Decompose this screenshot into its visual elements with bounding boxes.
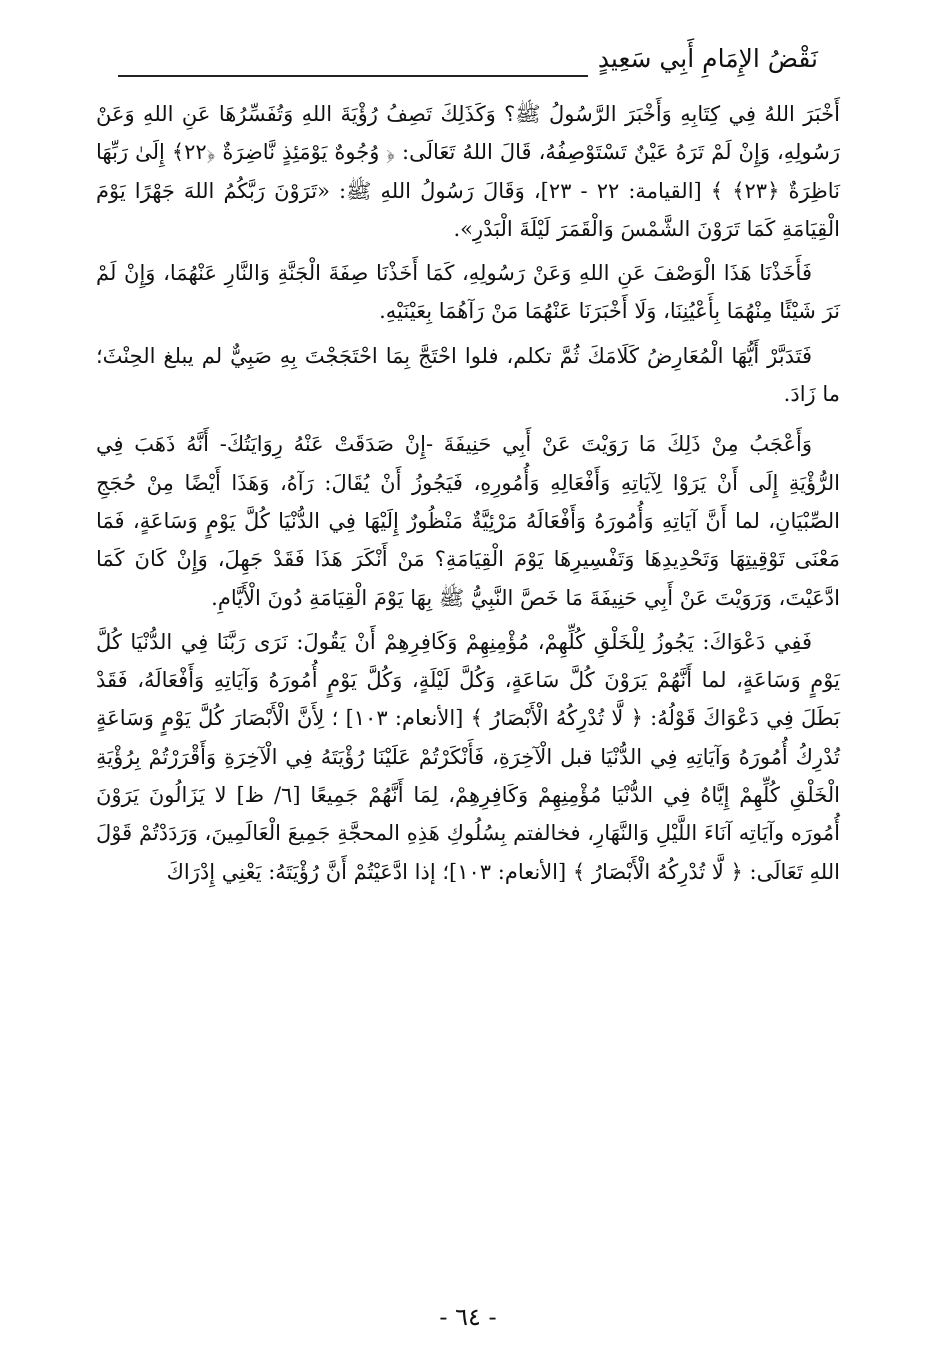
running-header [118, 38, 818, 88]
paragraph-4: وَأَعْجَبُ مِنْ ذَلِكَ مَا رَوَيْتَ عَنْ أَبِي حَنِيفَةَ -إِنْ صَدَقَتْ عَنْهُ رِوَايَتُكَ- أَنَّهُ ذَهَبَ فِي الرُّؤْيَةِ إِلَى أَنْ يَرَوْا لِآيَاتِهِ وَأَفْعَالِهِ وَأُمُورِهِ، فَيَجُوزُ أَنْ يُقَالَ: رَآهُ، وَهَذَا أَيْضًا مِنْ حُجَجِ الصِّبْيَانِ، لما أَنَّ آيَاتِهِ وَأُمُورَهُ وَأَفْعَالَهُ مَرْئِيَّةٌ مَنْظُورٌ إِلَيْهَا فِي الدُّنْيَا كُلَّ يَوْمٍ وَسَاعَةٍ، فَمَا مَعْنَى تَوْقِيتِهَا وَتَحْدِيدِهَا وَتَفْسِيرِهَا يَوْمَ الْقِيَامَةِ؟ مَنْ أَنْكَرَ هَذَا فَقَدْ جَهِلَ، وَإِنْ كَانَ كَمَا ادَّعَيْتَ، وَرَوَيْتَ عَنْ أَبِي حَنِيفَةَ مَا خَصَّ النَّبِيُّ ﷺ بِهَا يَوْمَ الْقِيَامَةِ دُونَ الْأَيَّامِ. [96, 432, 841, 610]
paragraph-3: فَتَدَبَّرْ أَيُّهَا الْمُعَارِضُ كَلَامَكَ ثُمَّ تكلم، فلوا احْتَجَّ بِمَا احْتَجَجْتَ بِهِ صَبِيٌّ لم يبلغ الحِنْثَ؛ ما زَادَ. [96, 343, 840, 407]
header-rule [118, 75, 588, 77]
paragraph-5: فَفِي دَعْوَاكَ: يَجُوزُ لِلْخَلْقِ كُلِّهِمْ، مُؤْمِنِهِمْ وَكَافِرِهِمْ أَنْ يَقُولَ: نَرَى رَبَّنَا فِي الدُّنْيَا كُلَّ يَوْمٍ وَسَاعَةٍ، لما أَنَّهُمْ يَرَوْنَ كُلَّ سَاعَةٍ، وَكُلَّ لَيْلَةٍ، وَكُلَّ يَوْمٍ أُمُورَهُ وَآيَاتِهِ وَأَفْعَالَهُ، فَقَدْ بَطَلَ فِي دَعْوَاكَ قَوْلُهُ: ﴿ لَّا تُدْرِكُهُ الْأَبْصَارُ ﴾ [الأنعام: ١٠٣] ؛ لِأَنَّ الْأَبْصَارَ كُلَّ يَوْمٍ وَسَاعَةٍ تُدْرِكُ أُمُورَهُ وَآيَاتِهِ فِي الدُّنْيَا قبل الْآخِرَةِ، فَأَنْكَرْتُمْ عَلَيْنَا رُؤْيَتَهُ فِي الْآخِرَةِ وَأَقْرَرْتُمْ بِرُؤْيَةِ الْخَلْقِ كُلِّهِمْ إِيَّاهُ فِي الدُّنْيَا مُؤْمِنِهِمْ وَكَافِرِهِمْ، لِمَا أَنَّهُمْ جَمِيعًا [٦/ ظ] لا يَزَالُونَ يَرَوْنَ أُمُورَه وآيَاتِه آنَاءَ اللَّيْلِ وَالنَّهَارِ، فخالفتم بِسُلُوكِ هَذِهِ المحجَّةِ جَمِيعَ الْعَالَمِينَ، وَرَدَدْتُمْ قَوْلَ اللهِ تَعَالَى: ﴿ لَّا تُدْرِكُهُ الْأَبْصَارُ ﴾ [الأنعام: ١٠٣]؛ إذا ادَّعَيْتُمْ أَنَّ رُؤْيَتَهُ: يَعْنِي إِدْرَاكَ [96, 629, 840, 884]
paragraph-1: أَخْبَرَ اللهُ فِي كِتَابِهِ وَأَخْبَرَ الرَّسُولُ ﷺ؟ وَكَذَلِكَ تَصِفُ رُؤْيَةَ اللهِ وَتُفَسِّرُهَا عَنِ اللهِ وَعَنْ رَسُولِهِ، وَإِنْ لَمْ تَرَهُ عَيْنٌ تَسْتَوْصِفُهُ، قَالَ اللهُ تَعَالَى: ﴿ وُجُوهٌ يَوْمَئِذٍ نَّاضِرَةٌ ﴿٢٢﴾ إِلَىٰ رَبِّهَا نَاظِرَةٌ ﴿٢٣﴾ ﴾ [القيامة: ٢٢ - ٢٣]، وَقَالَ رَسُولُ اللهِ ﷺ: «تَرَوْنَ رَبَّكُمُ اللهَ جَهْرًا يَوْمَ الْقِيَامَةِ كَمَا تَرَوْنَ الشَّمْسَ وَالْقَمَرَ لَيْلَةَ الْبَدْرِ». [96, 102, 840, 241]
paragraph-2: فَأَخَذْنَا هَذَا الْوَصْفَ عَنِ اللهِ وَعَنْ رَسُولِهِ، كَمَا أَخَذْنَا صِفَةَ الْجَنَّةِ وَالنَّارِ عَنْهُمَا، وَإِنْ لَمْ نَرَ شَيْئًا مِنْهُمَا بِأَعْيُنِنَا، وَلَا أَخْبَرَنَا عَنْهُمَا مَنْ رَآهُمَا بِعَيْنَيْهِ. [96, 261, 840, 324]
book-title: نَقْضُ الإِمَامِ أَبِي سَعِيدٍ [597, 44, 818, 73]
page-number: - ٦٤ - [439, 1303, 497, 1331]
main-text [96, 95, 840, 891]
